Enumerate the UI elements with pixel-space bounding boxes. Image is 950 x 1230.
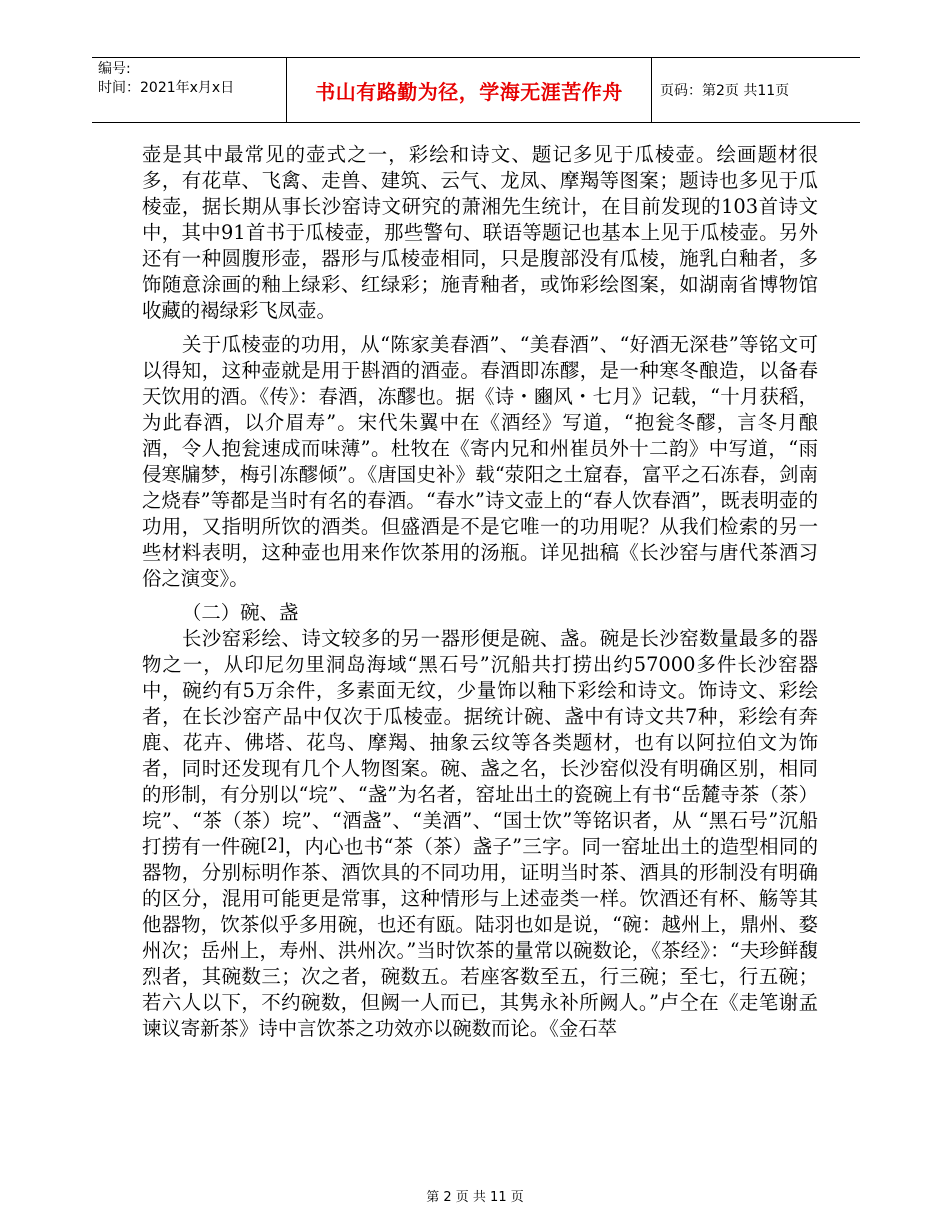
date-label: 时间：2021年x月x日 <box>98 80 235 96</box>
paragraph-2: 关于瓜棱壶的功用，从“陈家美春酒”、“美春酒”、“好酒无深巷”等铭文可以得知，这种壶就是用于斟酒的酒壶。春酒即冻醪，是一种寒冬酿造，以备春天饮用的酒。《传》：春酒，冻醪也。据《诗・豳风・七月》记载，“十月获稻，为此春酒，以介眉寿”。宋代朱翼中在《酒经》写道，“抱瓮冬醪，言冬月酿酒，令人抱瓮速成而味薄”。杜牧在《寄内兄和州崔员外十二韵》中写道，“雨侵寒牖梦，梅引冻醪倾”。《唐国史补》载“荥阳之土窟春，富平之石冻春，剑南之烧春”等都是当时有名的春酒。“春水”诗文壶上的“春人饮春酒”，既表明壶的功用，又指明所饮的酒类。但盛酒是不是它唯一的功用呢？从我们检索的另一些材料表明，这种壶也用来作饮茶用的汤瓶。详见拙稿《长沙窑与唐代茶酒习俗之演变》。 <box>142 333 818 590</box>
header-motto-cell <box>286 58 652 122</box>
code-label: 编号: <box>98 61 131 77</box>
header-page-label: 页码：第2页 共11页 <box>660 83 790 99</box>
paragraph-3-part-a: 长沙窑彩绘、诗文较多的另一器形便是碗、盏。碗是长沙窑数量最多的器物之一，从印尼勿里洞岛海域“黑石号”沉船共打捞出约57000多件长沙窑器中，碗约有5万余件，多素面无纹，少量饰以釉下彩绘和诗文。饰诗文、彩绘者，在长沙窑产品中仅次于瓜棱壶。据统计碗、盏中有诗文共7种，彩绘有奔鹿、花卉、佛塔、花鸟、摩羯、抽象云纹等各类题材，也有以阿拉伯文为饰者，同时还发现有几个人物图案。碗、盏之名，长沙窑似没有明确区别，相同的形制，有分别以“垸”、“盏”为名者，窑址出土的瓷碗上有书“岳麓寺茶（茶）垸”、“茶（茶）垸”、“酒盏”、“美酒”、“国士饮”等铭识者，从 “黑石号”沉船打捞有一件碗 <box>142 627 818 858</box>
paragraph-3 <box>142 626 818 1042</box>
header-page-cell <box>652 58 860 122</box>
paragraph-1: 壶是其中最常见的壶式之一，彩绘和诗文、题记多见于瓜棱壶。绘画题材很多，有花草、飞禽、走兽、建筑、云气、龙凤、摩羯等图案；题诗也多见于瓜棱壶，据长期从事长沙窑诗文研究的萧湘先生统计，在目前发现的103首诗文中，其中91首书于瓜棱壶，那些警句、联语等题记也基本上见于瓜棱壶。另外还有一种圆腹形壶，器形与瓜棱壶相同，只是腹部没有瓜棱，施乳白釉者，多饰随意涂画的釉上绿彩、红绿彩；施青釉者，或饰彩绘图案，如湖南省博物馆收藏的褐绿彩飞凤壶。 <box>142 143 818 322</box>
page-footer: 第 2 页 共 11 页 <box>426 1190 524 1205</box>
section-heading: （二）碗、盏 <box>182 601 299 624</box>
paragraph-3-part-b: ，内心也书“茶（茶）盏子”三字。同一窑址出土的造型相同的器物，分别标明作茶、酒饮具的不同功用，证明当时茶、酒具的形制没有明确的区分，混用可能更是常事，这种情形与上述壶类一样。饮酒还有杯、觞等其他器物，饮茶似乎多用碗，也还有瓯。陆羽也如是说，“碗：越州上，鼎州、婺州次；岳州上，寿州、洪州次。”当时饮茶的量常以碗数论，《茶经》：“夫珍鲜馥烈者，其碗数三；次之者，碗数五。若座客数至五，行三碗；至七，行五碗；若六人以下，不约碗数，但阙一人而已，其隽永补所阙人。”卢仝在《走笔谢孟谏议寄新茶》诗中言饮茶之功效亦以碗数而论。《金石萃 <box>142 835 819 1040</box>
document-body <box>142 142 818 1042</box>
header-motto: 书山有路勤为径，学海无涯苦作舟 <box>315 79 623 104</box>
footnote-ref: [2] <box>260 835 285 855</box>
header-meta <box>92 58 286 122</box>
page-header <box>92 57 860 123</box>
